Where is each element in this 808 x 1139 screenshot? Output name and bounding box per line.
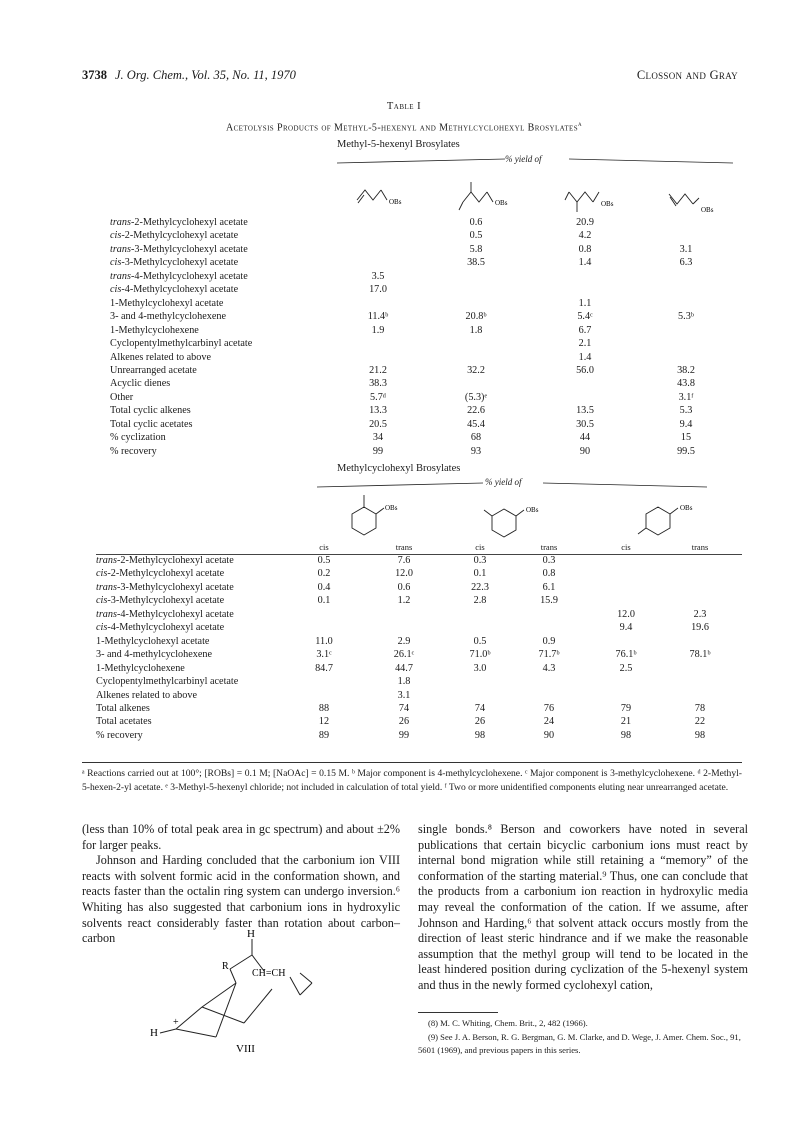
s2-cell: 89	[318, 729, 330, 741]
s1-row-label: Total cyclic acetates	[110, 418, 193, 430]
reference-item: (9) See J. A. Berson, R. G. Bergman, G. M. Clarke, and D. Wege, J. Amer. Chem. Soc., 91, 5601 (1969), and previous papers in this series.	[418, 1031, 741, 1055]
s2-cell: 0.1	[317, 595, 331, 607]
hexenyl-structure-2	[459, 182, 493, 210]
s2-cell: 0.5	[473, 635, 487, 647]
section2-title: Methylcyclohexyl Brosylates	[337, 463, 461, 474]
2-methylcyclohexyl-structure	[352, 495, 384, 535]
refs-rule	[418, 1012, 498, 1013]
s1-cell: 5.3ᵇ	[678, 311, 694, 323]
s2-cell: 1.2	[397, 595, 411, 607]
left-paragraph-1: (less than 10% of total peak area in gc spectrum) and about ±2% for larger peaks.	[82, 822, 400, 852]
s2-column-header: trans	[395, 542, 413, 552]
s2-cell: 98	[474, 729, 486, 741]
s2-cell: 0.8	[542, 568, 556, 580]
s1-cell: 1.4	[578, 351, 592, 363]
s2-cell: 3.0	[473, 662, 487, 674]
s1-cell: 44	[579, 432, 591, 444]
section1-yield-header: % yield of	[505, 154, 542, 164]
s1-cell: 0.8	[578, 243, 592, 255]
s2-column-header: cis	[319, 542, 329, 552]
s2-row-label: % recovery	[96, 729, 143, 741]
s2-row-label: trans-4-Methylcyclohexyl acetate	[96, 608, 234, 620]
s1-cell: 38.2	[677, 364, 695, 376]
s2-cell: 3.1ᶜ	[316, 649, 332, 661]
atom-H-top: H	[247, 928, 255, 940]
hexenyl-structure-4	[669, 194, 699, 206]
table-label: Table I	[386, 101, 422, 112]
running-header-left	[82, 68, 296, 83]
s1-cell: 2.1	[578, 338, 592, 350]
s2-cell: 74	[474, 702, 486, 714]
s2-cell: 74	[398, 702, 410, 714]
s2-cell: 0.9	[542, 635, 556, 647]
s2-cell: 0.3	[473, 555, 487, 566]
s2-row-label: Total acetates	[96, 716, 152, 728]
svg-text:OBs: OBs	[601, 200, 614, 208]
svg-text:OBs: OBs	[526, 506, 539, 514]
s2-cell: 76	[543, 702, 555, 714]
s2-cell: 2.8	[473, 595, 487, 607]
s2-cell: 24	[543, 716, 555, 728]
s1-row-label: % cyclization	[110, 432, 166, 444]
s1-row-label: trans-2-Methylcyclohexyl acetate	[110, 217, 248, 228]
s1-row-label: Unrearranged acetate	[110, 364, 197, 376]
table-footnotes: ᵃ Reactions carried out at 100°; [ROBs] = 0.1 M; [NaOAc] = 0.15 M. ᵇ Major component is 4-methylcyclohexene. ᶜ Major component is 3-methylcyclohexene. ᵈ 2-Methyl-5-hexen-2-yl acetate. ᵉ 3-Methyl-5-hexenyl chloride; not included in calculation of total yield. ᶠ Two or more unidentified components eluting near unrearranged acetate.	[82, 768, 742, 793]
s1-cell: 99	[372, 445, 384, 457]
s2-cell: 26.1ᶜ	[393, 649, 415, 661]
section2-structures	[340, 492, 720, 542]
s2-cell: 4.3	[542, 662, 556, 674]
s1-cell: 17.0	[369, 284, 387, 296]
s1-cell: 30.5	[576, 418, 594, 430]
s2-cell: 0.2	[317, 568, 331, 580]
s2-cell: 12.0	[617, 608, 635, 620]
s1-cell: 32.2	[467, 364, 485, 376]
s1-cell: 5.8	[469, 243, 483, 255]
s2-cell: 0.5	[317, 555, 331, 566]
s2-cell: 19.6	[691, 622, 709, 634]
s2-row-label: Cyclopentylmethylcarbinyl acetate	[96, 676, 239, 688]
s1-cell: 34	[372, 432, 384, 444]
section1-title: Methyl-5-hexenyl Brosylates	[337, 139, 460, 150]
s2-column-header: trans	[540, 542, 558, 552]
s1-cell: 90	[579, 445, 591, 457]
s1-cell: 13.5	[576, 405, 594, 417]
hexenyl-structure-3	[565, 192, 599, 212]
s2-cell: 6.1	[542, 581, 556, 593]
s1-cell: 1.4	[578, 257, 592, 269]
figure-label: VIII	[236, 1043, 255, 1055]
s2-row-label: Total alkenes	[96, 702, 150, 714]
s2-cell: 22	[694, 716, 706, 728]
s2-row-label: trans-2-Methylcyclohexyl acetate	[96, 555, 234, 566]
s2-cell: 7.6	[397, 555, 411, 566]
s2-row-label: 3- and 4-methylcyclohexene	[96, 649, 212, 661]
s1-cell: 5.3	[679, 405, 693, 417]
reference-item: (8) M. C. Whiting, Chem. Brit., 2, 482 (1966).	[428, 1018, 588, 1028]
s1-cell: 0.5	[469, 230, 483, 242]
s1-row-label: trans-3-Methylcyclohexyl acetate	[110, 243, 248, 255]
s1-cell: 5.4ᶜ	[577, 311, 593, 323]
svg-text:OBs: OBs	[495, 199, 508, 207]
s2-cell: 22.3	[471, 581, 489, 593]
s1-cell: 43.8	[677, 378, 695, 390]
svg-text:OBs: OBs	[385, 504, 398, 512]
s1-cell: 1.1	[578, 297, 592, 309]
s2-cell: 99	[398, 729, 410, 741]
s2-row-label: cis-3-Methylcyclohexyl acetate	[96, 595, 225, 607]
s1-row-label: cis-4-Methylcyclohexyl acetate	[110, 284, 239, 296]
atom-R: R	[222, 961, 229, 972]
s1-cell: 6.3	[679, 257, 693, 269]
s2-cell: 0.6	[397, 581, 411, 593]
s2-cell: 71.0ᵇ	[469, 649, 491, 661]
section1-structures	[355, 178, 755, 218]
s1-cell: 20.5	[369, 418, 387, 430]
s2-row-label: 1-Methylcyclohexyl acetate	[96, 635, 210, 647]
s2-row-label: Alkenes related to above	[96, 689, 197, 701]
s2-row-label: trans-3-Methylcyclohexyl acetate	[96, 581, 234, 593]
s1-row-label: cis-3-Methylcyclohexyl acetate	[110, 257, 239, 269]
structure-VIII-figure	[140, 925, 340, 1055]
s1-row-label: Acyclic dienes	[110, 378, 171, 390]
3-methylcyclohexyl-structure	[484, 509, 524, 537]
s2-cell: 26	[398, 716, 410, 728]
s1-cell: 3.1	[679, 243, 693, 255]
s2-cell: 11.0	[315, 635, 333, 647]
s2-cell: 1.8	[397, 676, 411, 688]
s2-cell: 84.7	[315, 662, 333, 674]
s2-cell: 9.4	[619, 622, 633, 634]
s1-cell: 3.1ᶠ	[678, 391, 694, 403]
s1-cell: 1.8	[469, 324, 483, 336]
s2-cell: 0.4	[317, 581, 331, 593]
s1-cell: 11.4ᵇ	[367, 311, 389, 323]
s2-column-header: cis	[621, 542, 631, 552]
s1-row-label: 1-Methylcyclohexene	[110, 324, 199, 336]
chain-label: CH=CH	[252, 968, 286, 979]
s2-row-label: cis-2-Methylcyclohexyl acetate	[96, 568, 225, 580]
s2-cell: 2.3	[693, 608, 707, 620]
s1-cell: 21.2	[369, 364, 387, 376]
s1-row-label: Cyclopentylmethylcarbinyl acetate	[110, 338, 253, 350]
s2-cell: 0.1	[473, 568, 487, 580]
s1-cell: 13.3	[369, 405, 387, 417]
s1-cell: 6.7	[578, 324, 592, 336]
s2-cell: 12	[318, 716, 330, 728]
s2-row-label: 1-Methylcyclohexene	[96, 662, 185, 674]
s2-cell: 26	[474, 716, 486, 728]
s2-cell: 3.1	[397, 689, 411, 701]
s2-cell: 76.1ᵇ	[615, 649, 637, 661]
s1-row-label: cis-2-Methylcyclohexyl acetate	[110, 230, 239, 242]
s2-cell: 2.9	[397, 635, 411, 647]
page-number: 3738	[82, 68, 107, 82]
references	[418, 1012, 748, 1058]
s2-column-header: trans	[691, 542, 709, 552]
s2-cell: 88	[318, 702, 330, 714]
atom-H-left: H	[150, 1027, 158, 1039]
s1-cell: (5.3)ᵉ	[464, 391, 488, 403]
s2-row-label: cis-4-Methylcyclohexyl acetate	[96, 622, 225, 634]
s1-cell: 22.6	[467, 405, 485, 417]
s1-cell: 56.0	[576, 364, 594, 376]
s2-cell: 2.5	[619, 662, 633, 674]
s1-cell: 1.9	[371, 324, 385, 336]
s2-cell: 0.3	[542, 555, 556, 566]
s1-row-label: Other	[110, 391, 134, 403]
journal-citation: J. Org. Chem., Vol. 35, No. 11, 1970	[115, 68, 296, 82]
svg-text:OBs: OBs	[701, 206, 714, 214]
s1-cell: 3.5	[371, 270, 385, 282]
s1-cell: 4.2	[578, 230, 592, 242]
s1-cell: 93	[470, 445, 482, 457]
s2-cell: 98	[620, 729, 632, 741]
s1-cell: 15	[680, 432, 692, 444]
s1-row-label: Alkenes related to above	[110, 351, 211, 363]
charge: +	[173, 1017, 179, 1028]
s2-cell: 98	[694, 729, 706, 741]
s1-cell: 20.9	[576, 217, 594, 228]
s1-row-label: % recovery	[110, 445, 157, 457]
running-header-authors: Closson and Gray	[636, 68, 738, 82]
s1-cell: 0.6	[469, 217, 483, 228]
s2-cell: 21	[620, 716, 632, 728]
s1-cell: 38.3	[369, 378, 387, 390]
table-caption: Acetolysis Products of Methyl-5-hexenyl and Methylcyclohexyl Brosylates$^a$	[225, 120, 583, 134]
s1-cell: 99.5	[677, 445, 695, 457]
s1-row-label: 1-Methylcyclohexyl acetate	[110, 297, 224, 309]
s2-cell: 15.9	[540, 595, 558, 607]
s1-cell: 20.8ᵇ	[465, 311, 487, 323]
section2-yield-header: % yield of	[485, 477, 522, 487]
svg-text:OBs: OBs	[389, 198, 402, 206]
s1-cell: 9.4	[679, 418, 693, 430]
s1-cell: 68	[470, 432, 482, 444]
left-paragraph-2: Johnson and Harding concluded that the carbonium ion VIII reacts with solvent formic acid in the conformation shown, and reacts faster than the octalin ring system can undergo inversion.⁶ Whiting has also suggested that carbonium ions in hydroxylic solvents react considerably faster than rotation about carbon–carbon	[82, 853, 400, 946]
4-methylcyclohexyl-structure	[638, 507, 678, 535]
svg-text:OBs: OBs	[680, 504, 693, 512]
s2-cell: 78.1ᵇ	[689, 649, 711, 661]
s1-row-label: 3- and 4-methylcyclohexene	[110, 311, 226, 323]
hexenyl-structure-1	[357, 190, 387, 203]
s2-cell: 90	[543, 729, 555, 741]
s2-cell: 12.0	[395, 568, 413, 580]
s1-row-label: trans-4-Methylcyclohexyl acetate	[110, 270, 248, 282]
s1-cell: 45.4	[467, 418, 485, 430]
s2-cell: 79	[620, 702, 632, 714]
body-right-column: single bonds.⁸ Berson and coworkers have noted in several publications that certain bicyclic carbonium ions must react by internal bond migration while still retaining a “memory” of the conformation of the starting material.⁹ Thus, one can conclude that the products from a carbonium ion reaction in hydroxylic media may reveal the conformation of the cation. If we assume, after Johnson and Harding,⁶ that solvent attack occurs mostly from the direction of least steric hindrance and if we make the reasonable assumption that the methyl group will tend to be located in the least hindered position during cyclization of the 5-hexenyl system and thus in the newly formed cyclohexyl cation,	[418, 822, 748, 992]
s2-cell: 44.7	[395, 662, 413, 674]
s1-cell: 5.7ᵈ	[370, 391, 386, 403]
s2-column-header: cis	[475, 542, 485, 552]
s2-cell: 71.7ᵇ	[538, 649, 560, 661]
s1-row-label: Total cyclic alkenes	[110, 405, 191, 417]
s2-cell: 78	[694, 702, 706, 714]
table-bottom-rule	[82, 762, 742, 763]
s1-cell: 38.5	[467, 257, 485, 269]
